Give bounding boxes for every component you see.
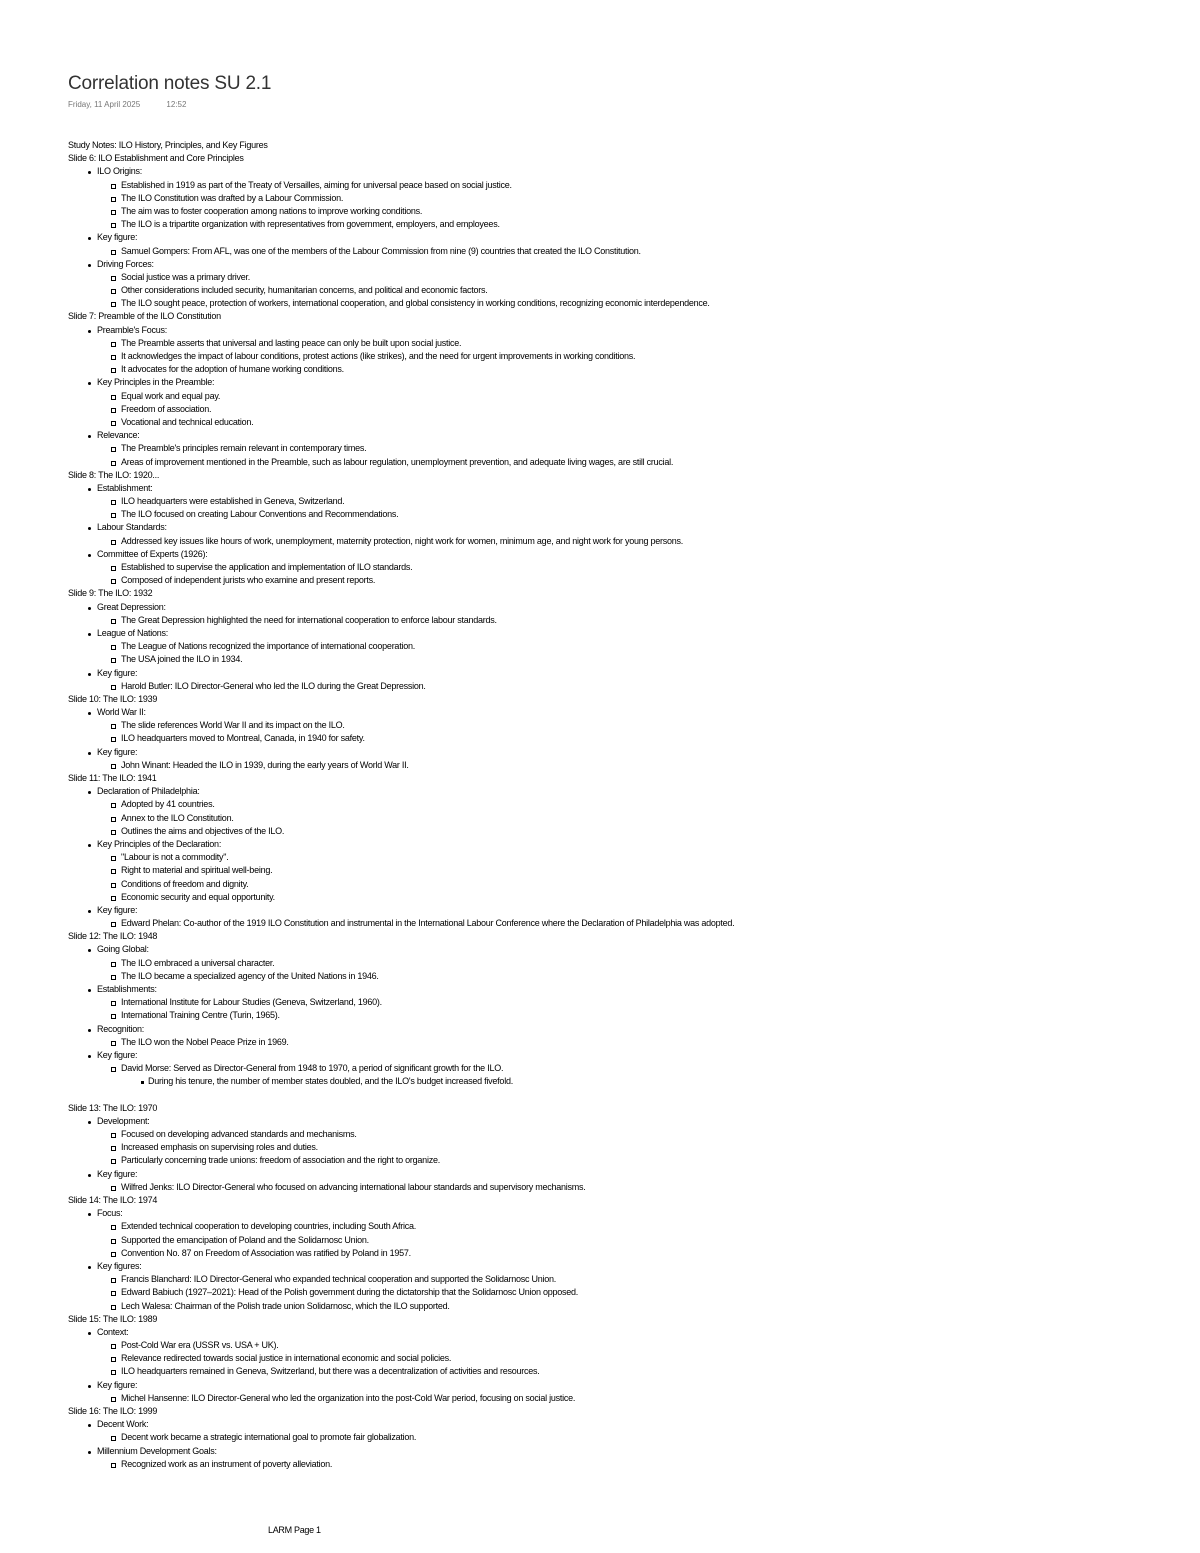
sub-bullet: The League of Nations recognized the importance of international cooperation. (68, 640, 1168, 653)
sub-bullet: John Winant: Headed the ILO in 1939, during the early years of World War II. (68, 759, 1168, 772)
sub-bullet: Established in 1919 as part of the Treaty of Versailles, aiming for universal peace based on social justice. (68, 179, 1168, 192)
bullet-label: Labour Standards: (68, 521, 1168, 534)
sub-bullet: The ILO became a specialized agency of the United Nations in 1946. (68, 970, 1168, 983)
sub-bullet: The aim was to foster cooperation among nations to improve working conditions. (68, 205, 1168, 218)
bullet-label: Key figure: (68, 1379, 1168, 1392)
sub-bullet: Areas of improvement mentioned in the Preamble, such as labour regulation, unemployment prevention, and adequate living wages, are still crucial. (68, 456, 1168, 469)
page-timestamp (68, 100, 210, 110)
bullet-label: Great Depression: (68, 601, 1168, 614)
sub-bullet: Composed of independent jurists who examine and present reports. (68, 574, 1168, 587)
sub-bullet: Michel Hansenne: ILO Director-General who led the organization into the post-Cold War period, focusing on social justice. (68, 1392, 1168, 1405)
sub-bullet: Freedom of association. (68, 403, 1168, 416)
slide-heading: Slide 8: The ILO: 1920... (68, 469, 160, 480)
bullet-label: Recognition: (68, 1023, 1168, 1036)
sub-bullet: The ILO is a tripartite organization with representatives from government, employers, and employees. (68, 218, 1168, 231)
sub-bullet: International Training Centre (Turin, 1965). (68, 1009, 1168, 1022)
sub-bullet: The Great Depression highlighted the need for international cooperation to enforce labour standards. (68, 614, 1168, 627)
sub-bullet: Edward Phelan: Co-author of the 1919 ILO Constitution and instrumental in the International Labour Conference where the Declaration of Philadelphia was adopted. (68, 917, 1168, 930)
sub-bullet: Annex to the ILO Constitution. (68, 812, 1168, 825)
sub-bullet: Other considerations included security, humanitarian concerns, and political and economic factors. (68, 284, 1168, 297)
sub-bullet: Increased emphasis on supervising roles and duties. (68, 1141, 1168, 1154)
sub-bullet: Outlines the aims and objectives of the ILO. (68, 825, 1168, 838)
sub-bullet: Economic security and equal opportunity. (68, 891, 1168, 904)
sub-bullet: Established to supervise the application and implementation of ILO standards. (68, 561, 1168, 574)
blank-line (68, 1089, 1168, 1102)
sub-bullet: Social justice was a primary driver. (68, 271, 1168, 284)
bullet-label: Context: (68, 1326, 1168, 1339)
sub-bullet: ILO headquarters were established in Geneva, Switzerland. (68, 495, 1168, 508)
sub-bullet: The Preamble's principles remain relevant in contemporary times. (68, 442, 1168, 455)
slide-heading: Slide 12: The ILO: 1948 (68, 931, 158, 942)
bullet-label: Key Principles of the Declaration: (68, 838, 1168, 851)
bullet-label: World War II: (68, 706, 1168, 719)
sub-bullet: Relevance redirected towards social justice in international economic and social policies. (68, 1352, 1168, 1365)
sub-bullet: Harold Butler: ILO Director-General who led the ILO during the Great Depression. (68, 680, 1168, 693)
sub-bullet: Lech Walesa: Chairman of the Polish trade union Solidarnosc, which the ILO supported. (68, 1300, 1168, 1313)
sub-bullet: Extended technical cooperation to developing countries, including South Africa. (68, 1220, 1168, 1233)
sub-bullet: "Labour is not a commodity". (68, 851, 1168, 864)
bullet-label: Key figure: (68, 746, 1168, 759)
page-time: 12:52 (166, 100, 187, 109)
sub-bullet: The Preamble asserts that universal and lasting peace can only be built upon social justice. (68, 337, 1168, 350)
sub-bullet: Decent work became a strategic international goal to promote fair globalization. (68, 1431, 1168, 1444)
page-title: Correlation notes SU 2.1 (68, 73, 272, 94)
sub-bullet: Wilfred Jenks: ILO Director-General who focused on advancing international labour standards and supervisory mechanisms. (68, 1181, 1168, 1194)
sub-bullet: ILO headquarters moved to Montreal, Canada, in 1940 for safety. (68, 732, 1168, 745)
sub-bullet: Vocational and technical education. (68, 416, 1168, 429)
sub-bullet: Focused on developing advanced standards and mechanisms. (68, 1128, 1168, 1141)
bullet-label: Millennium Development Goals: (68, 1445, 1168, 1458)
bullet-label: Establishments: (68, 983, 1168, 996)
slide-heading: Slide 7: Preamble of the ILO Constitution (68, 311, 221, 322)
bullet-label: Relevance: (68, 429, 1168, 442)
note-body[interactable] (68, 139, 1168, 1471)
slide-heading: Slide 9: The ILO: 1932 (68, 588, 153, 599)
bullet-label: Establishment: (68, 482, 1168, 495)
sub-sub-bullet: During his tenure, the number of member states doubled, and the ILO's budget increased fivefold. (68, 1075, 1168, 1088)
sub-bullet: The ILO embraced a universal character. (68, 957, 1168, 970)
bullet-label: League of Nations: (68, 627, 1168, 640)
slide-heading: Slide 15: The ILO: 1989 (68, 1313, 158, 1324)
bullet-label: Key figure: (68, 904, 1168, 917)
sub-bullet: ILO headquarters remained in Geneva, Switzerland, but there was a decentralization of activities and resources. (68, 1365, 1168, 1378)
sub-bullet: Addressed key issues like hours of work, unemployment, maternity protection, night work for women, minimum age, and night work for young persons. (68, 535, 1168, 548)
sub-bullet: The ILO won the Nobel Peace Prize in 1969. (68, 1036, 1168, 1049)
bullet-label: Decent Work: (68, 1418, 1168, 1431)
sub-bullet: It acknowledges the impact of labour conditions, protest actions (like strikes), and the need for urgent improvements in working conditions. (68, 350, 1168, 363)
bullet-label: Development: (68, 1115, 1168, 1128)
page-footer: LARM Page 1 (268, 1525, 321, 1535)
bullet-label: Focus: (68, 1207, 1168, 1220)
sub-bullet: Francis Blanchard: ILO Director-General who expanded technical cooperation and supported the Solidarnosc Union. (68, 1273, 1168, 1286)
sub-bullet: International Institute for Labour Studies (Geneva, Switzerland, 1960). (68, 996, 1168, 1009)
slide-heading: Slide 11: The ILO: 1941 (68, 773, 157, 783)
bullet-label: Key figure: (68, 1168, 1168, 1181)
sub-bullet: The ILO focused on creating Labour Conventions and Recommendations. (68, 508, 1168, 521)
sub-bullet: It advocates for the adoption of humane working conditions. (68, 363, 1168, 376)
page-date: Friday, 11 April 2025 (68, 100, 141, 109)
sub-bullet: Supported the emancipation of Poland and the Solidarnosc Union. (68, 1234, 1168, 1247)
sub-bullet: The slide references World War II and its impact on the ILO. (68, 719, 1168, 732)
bullet-label: Key Principles in the Preamble: (68, 376, 1168, 389)
bullet-label: Preamble's Focus: (68, 324, 1168, 337)
sub-bullet: Equal work and equal pay. (68, 390, 1168, 403)
sub-bullet: Recognized work as an instrument of poverty alleviation. (68, 1458, 1168, 1471)
bullet-label: ILO Origins: (68, 165, 1168, 178)
bullet-label: Key figure: (68, 667, 1168, 680)
intro-heading: Study Notes: ILO History, Principles, and Key Figures (68, 140, 268, 150)
bullet-label: Declaration of Philadelphia: (68, 785, 1168, 798)
sub-bullet: Convention No. 87 on Freedom of Association was ratified by Poland in 1957. (68, 1247, 1168, 1260)
slide-heading: Slide 13: The ILO: 1970 (68, 1102, 158, 1113)
bullet-label: Committee of Experts (1926): (68, 548, 1168, 561)
sub-bullet: Right to material and spiritual well-being. (68, 864, 1168, 877)
sub-bullet: The USA joined the ILO in 1934. (68, 653, 1168, 666)
sub-bullet: David Morse: Served as Director-General from 1948 to 1970, a period of significant growth for the ILO. (68, 1062, 1168, 1075)
sub-bullet: Samuel Gompers: From AFL, was one of the members of the Labour Commission from nine (9) countries that created the ILO Constitution. (68, 245, 1168, 258)
slide-heading: Slide 10: The ILO: 1939 (68, 693, 158, 704)
sub-bullet: Post-Cold War era (USSR vs. USA + UK). (68, 1339, 1168, 1352)
sub-bullet: Conditions of freedom and dignity. (68, 878, 1168, 891)
bullet-label: Driving Forces: (68, 258, 1168, 271)
sub-bullet: Particularly concerning trade unions: freedom of association and the right to organize. (68, 1154, 1168, 1167)
sub-bullet: Adopted by 41 countries. (68, 798, 1168, 811)
sub-bullet: The ILO Constitution was drafted by a Labour Commission. (68, 192, 1168, 205)
sub-bullet: Edward Babiuch (1927–2021): Head of the Polish government during the dictatorship that the Solidarnosc Union opposed. (68, 1286, 1168, 1299)
bullet-label: Going Global: (68, 943, 1168, 956)
bullet-label: Key figures: (68, 1260, 1168, 1273)
bullet-label: Key figure: (68, 231, 1168, 244)
sub-bullet: The ILO sought peace, protection of workers, international cooperation, and global consistency in working conditions, recognizing economic interdependence. (68, 297, 1168, 310)
slide-heading: Slide 6: ILO Establishment and Core Principles (68, 153, 244, 164)
slide-heading: Slide 14: The ILO: 1974 (68, 1195, 158, 1205)
bullet-label: Key figure: (68, 1049, 1168, 1062)
slide-heading: Slide 16: The ILO: 1999 (68, 1406, 158, 1416)
